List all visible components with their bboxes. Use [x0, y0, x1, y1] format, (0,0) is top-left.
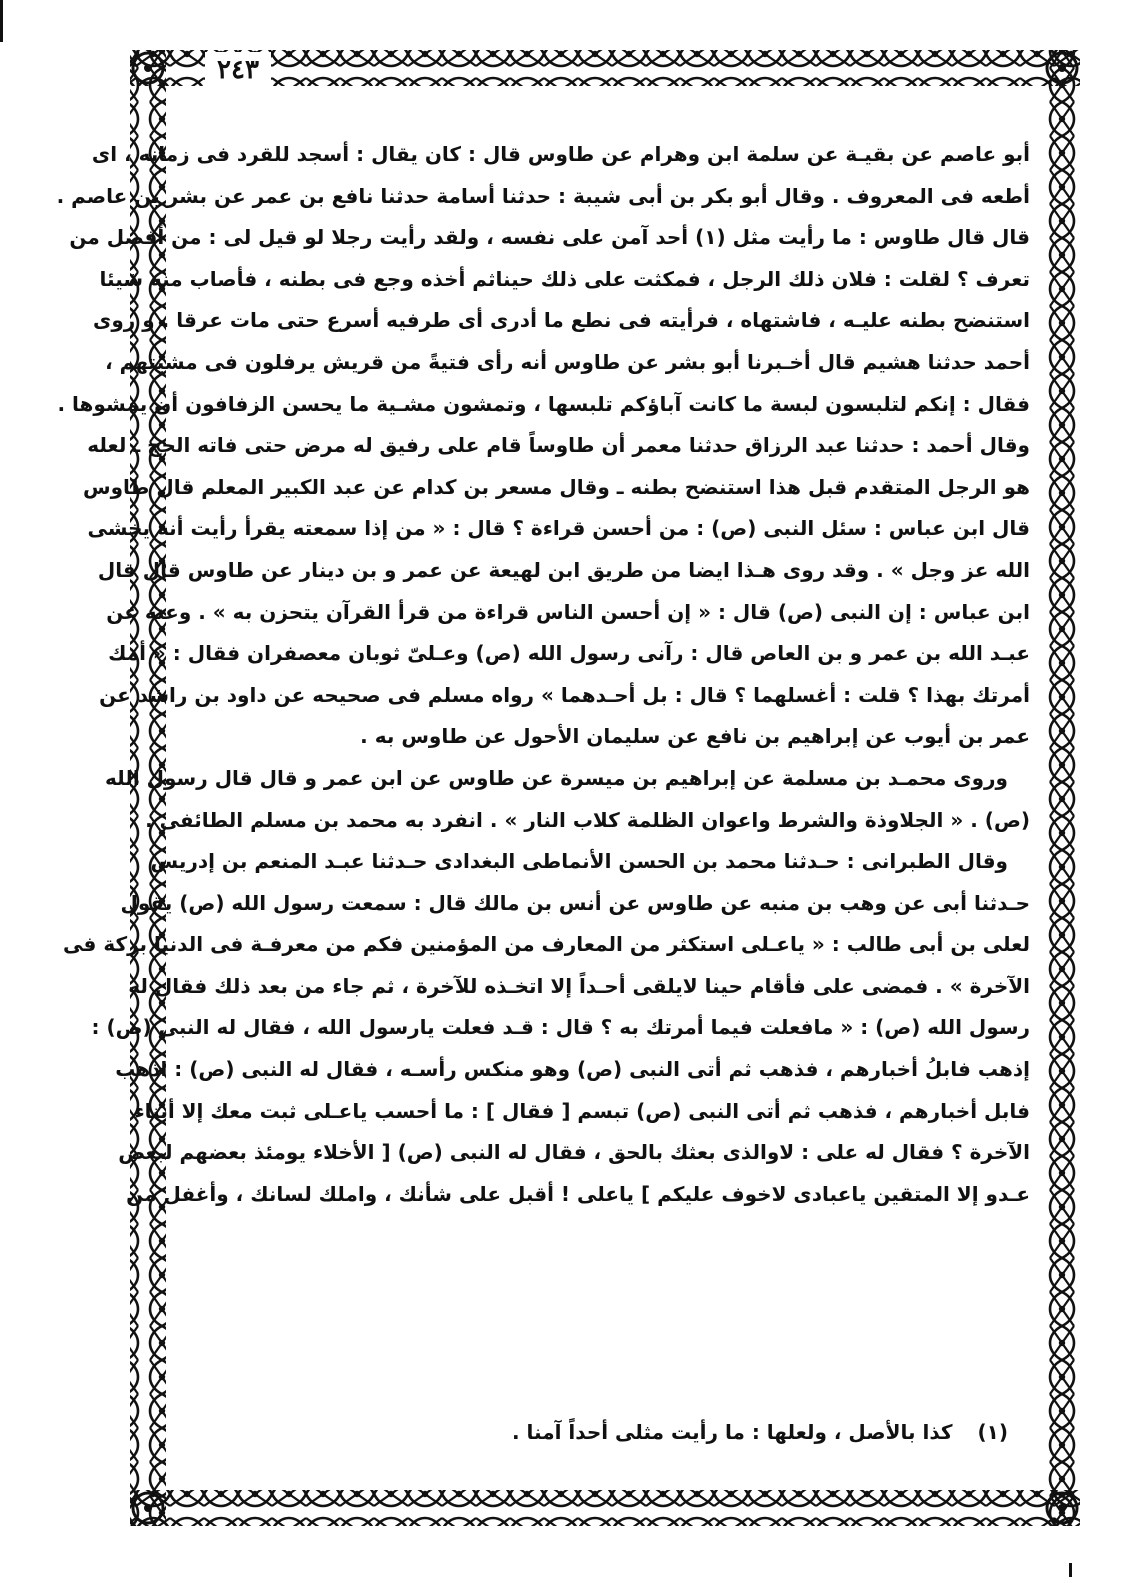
text-line: فابل أخبارهم ، فذهب ثم أتى النبى (ص) تبسم [ فقال ] : ما أحسب ياعـلى ثبت معك إلا أبناء: [134, 1098, 1030, 1123]
border-bottom: [130, 1490, 1080, 1526]
scan-edge-mark-bottom: [1069, 1563, 1072, 1577]
text-line: هو الرجل المتقدم قبل هذا استنضح بطنه ـ وقال مسعر بن كدام عن عبد الكبير المعلم قال طاوس: [83, 474, 1030, 499]
border-right: [1044, 50, 1080, 1526]
text-line: وقال أحمد : حدثنا عبد الرزاق حدثنا معمر أن طاوساً قام على رفيق له مرض حتى فاته الحج ـ لعله: [87, 433, 1030, 458]
text-line: عبـد الله بن عمر و بن العاص قال : رآنى رسول الله (ص) وعـلىّ ثوبان معصفران فقال : « أمك: [108, 641, 1030, 666]
text-line: أمرتك بهذا ؟ قلت : أغسلهما ؟ قال : بل أحـدهما » رواه مسلم فى صحيحه عن داود بن راشد عن: [99, 682, 1030, 707]
text-line: قال ابن عباس : سئل النبى (ص) : من أحسن قراءة ؟ قال : « من إذا سمعته يقرأ رأيت أنه يخشى: [87, 516, 1030, 541]
text-line: تعرف ؟ لقلت : فلان ذلك الرجل ، فمكثت على ذلك حيناثم أخذه وجع فى بطنه ، فأصاب منه شيئا: [99, 266, 1030, 291]
footnote-marker: (١): [977, 1420, 1008, 1444]
text-line: عمر بن أيوب عن إبراهيم بن نافع عن سليمان الأحول عن طاوس به .: [360, 724, 1030, 749]
text-line: الآخرة ؟ فقال له على : لاوالذى بعثك بالحق ، فقال له النبى (ص) [ الأخلاء يومئذ بعضهم لبعض: [118, 1140, 1030, 1165]
text-line: رسول الله (ص) : « مافعلت فيما أمرتك به ؟ قال : قـد فعلت يارسول الله ، فقال له النبى (ص) :: [91, 1015, 1030, 1040]
border-top: [130, 50, 1080, 86]
text-line: أحمد حدثنا هشيم قال أخـبرنا أبو بشر عن طاوس أنه رأى فتيةً من قريش يرفلون فى مشيتهم ،: [105, 349, 1030, 374]
text-line: فقال : إنكم لتلبسون لبسة ما كانت آباؤكم تلبسها ، وتمشون مشـية ما يحسن الزفافون أن يمشوها .: [57, 391, 1030, 416]
page-number: ٢٤٣: [205, 52, 271, 88]
text-line: الله عز وجل » . وقد روى هـذا ايضا من طريق ابن لهيعة عن عمر و بن دينار عن طاوس قال قال: [97, 557, 1030, 582]
text-line: الآخرة » . فمضى على فأقام حينا لايلقى أحـداً إلا اتخـذه للآخرة ، ثم جاء من بعد ذلك فقال له: [128, 973, 1030, 998]
text-line: قال قال طاوس : ما رأيت مثل (١) أحد آمن على نفسه ، ولقد رأيت رجلا لو قيل لى : من أفضل من: [69, 225, 1030, 250]
text-line: حـدثنا أبى عن وهب بن منبه عن طاوس عن أنس بن مالك قال : سمعت رسول الله (ص) يقول: [120, 890, 1030, 915]
main-text: [56, 134, 1030, 1215]
text-line: استنضح بطنه عليـه ، فاشتهاه ، فرأيته فى نطع ما أدرى أى طرفيه أسرع حتى مات عرقا . و روى: [93, 308, 1030, 333]
text-line: إذهب فابلُ أخبارهم ، فذهب ثم أتى النبى (ص) وهو منكس رأسـه ، فقال له النبى (ص) : اذهب: [115, 1057, 1030, 1082]
footnote-text: كذا بالأصل ، ولعلها : ما رأيت مثلى أحداً آمنا .: [511, 1420, 953, 1444]
text-line: ابن عباس : إن النبى (ص) قال : « إن أحسن الناس قراءة من قرأ القرآن يتحزن به » . وعنه عن: [106, 599, 1030, 624]
text-line: أبو عاصم عن بقيـة عن سلمة ابن وهرام عن طاوس قال : كان يقال : أسجد للقرد فى زمانه ، اى: [91, 142, 1030, 166]
text-line: أطعه فى المعروف . وقال أبو بكر بن أبى شيبة : حدثنا أسامة حدثنا نافع بن عمر عن بشر بن عاصم .: [56, 183, 1030, 208]
footnote: [222, 1411, 1030, 1453]
text-line: عـدو إلا المتقين ياعبادى لاخوف عليكم ] ياعلى ! أقبل على شأنك ، واملك لسانك ، وأغفل من: [126, 1181, 1030, 1206]
text-line: وقال الطبرانى : حـدثنا محمد بن الحسن الأنماطى البغدادى حـدثنا عبـد المنعم بن إدريس: [150, 849, 1008, 874]
text-line: وروى محمـد بن مسلمة عن إبراهيم بن ميسرة عن طاوس عن ابن عمر و قال قال رسول الله: [105, 765, 1008, 790]
text-line: لعلى بن أبى طالب : « ياعـلى استكثر من المعارف من المؤمنين فكم من معرفـة فى الدنيا بركة فى: [63, 932, 1030, 957]
text-line: (ص) . « الجلاوذة والشرط واعوان الظلمة كلاب النار » . انفرد به محمد بن مسلم الطائفى .: [145, 807, 1030, 832]
